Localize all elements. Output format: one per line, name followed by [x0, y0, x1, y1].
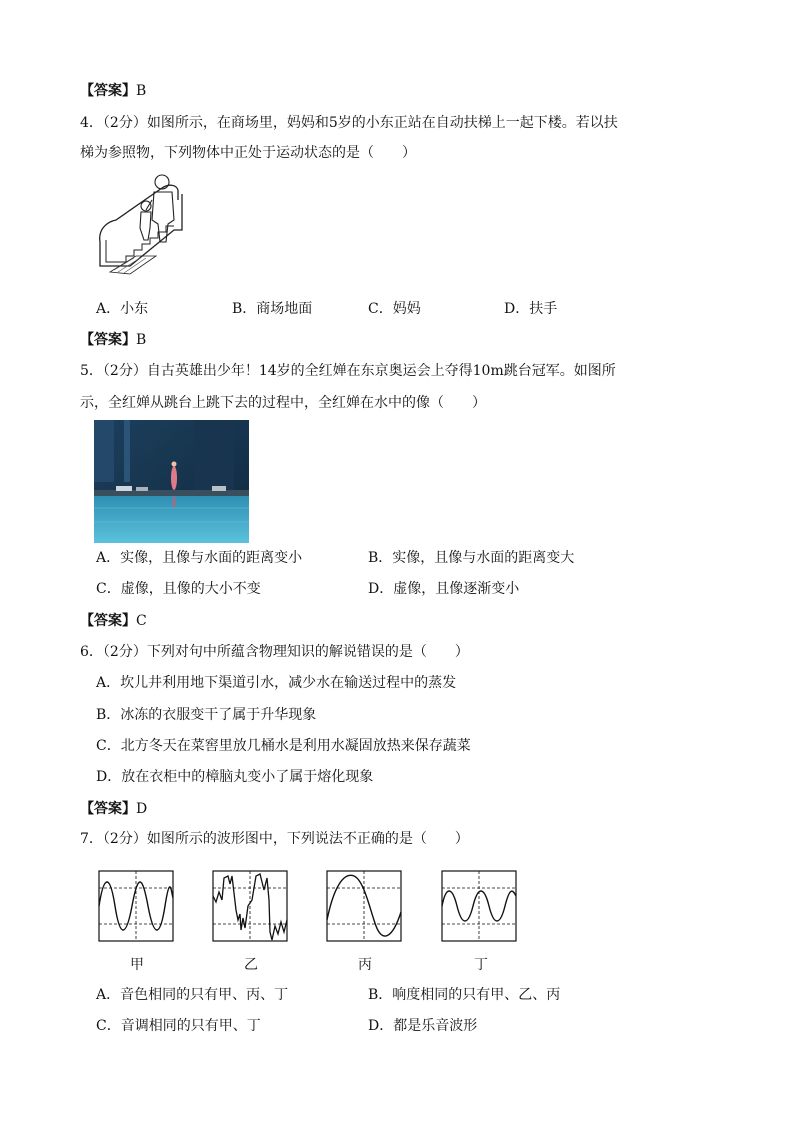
answer-q5: [80, 612, 147, 630]
q4-option-b: B．商场地面: [232, 301, 313, 317]
waveform-ding: [441, 870, 517, 942]
q7-option-a: A．音色相同的只有甲、丙、丁: [96, 987, 289, 1003]
q7-option-b: B．响度相同的只有甲、乙、丙: [368, 987, 561, 1003]
q5-option-c: C．虚像，且像的大小不变: [96, 581, 261, 597]
answer-value: C: [136, 613, 147, 629]
question-5-line-2: 示，全红婵从跳台上跳下去的过程中，全红婵在水中的像（ ）: [80, 395, 486, 411]
answer-q4: [80, 331, 146, 349]
q5-option-b: B．实像，且像与水面的距离变大: [368, 550, 575, 566]
question-6-line-1: 6．（2分）下列对句中所蕴含物理知识的解说错误的是（ ）: [80, 644, 469, 660]
answer-value: B: [136, 83, 147, 99]
question-4-line-1: 4．（2分）如图所示，在商场里，妈妈和5岁的小东正站在自动扶梯上一起下楼。若以扶: [80, 115, 618, 131]
q7-option-d: D．都是乐音波形: [368, 1018, 478, 1034]
answer-key: 【答案】: [80, 83, 136, 99]
answer-key: 【答案】: [80, 613, 136, 629]
waveform-yi: [212, 870, 288, 942]
diving-photo: [94, 420, 249, 543]
q6-option-c: C．北方冬天在菜窖里放几桶水是利用水凝固放热来保存蔬菜: [96, 738, 471, 754]
q4-option-d: D．扶手: [504, 301, 558, 317]
waveform-jia: [98, 870, 174, 942]
waveform-label-bing: 丙: [358, 957, 372, 973]
answer-value: B: [136, 332, 147, 348]
answer-key: 【答案】: [80, 801, 136, 817]
q4-option-c: C．妈妈: [368, 301, 421, 317]
waveform-label-ding: 丁: [474, 957, 488, 973]
answer-q3: [80, 82, 146, 100]
q5-option-d: D．虚像，且像逐渐变小: [368, 581, 520, 597]
q6-option-d: D．放在衣柜中的樟脑丸变小了属于熔化现象: [96, 769, 374, 785]
question-5-line-1: 5．（2分）自古英雄出少年！14岁的全红婵在东京奥运会上夺得10m跳台冠军。如图所: [80, 363, 616, 379]
answer-key: 【答案】: [80, 332, 136, 348]
waveform-label-jia: 甲: [130, 957, 144, 973]
waveform-label-yi: 乙: [244, 957, 258, 973]
question-4-line-2: 梯为参照物，下列物体中正处于运动状态的是（ ）: [80, 145, 416, 161]
q6-option-b: B．冰冻的衣服变干了属于升华现象: [96, 707, 317, 723]
waveform-bing: [326, 870, 402, 942]
q5-option-a: A．实像，且像与水面的距离变小: [96, 550, 303, 566]
question-7-line-1: 7．（2分）如图所示的波形图中，下列说法不正确的是（ ）: [80, 831, 469, 847]
q4-option-a: A．小东: [96, 301, 149, 317]
escalator-figure: [96, 170, 192, 282]
answer-value: D: [136, 801, 148, 817]
q6-option-a: A．坎儿井利用地下渠道引水，减少水在输送过程中的蒸发: [96, 675, 457, 691]
q7-option-c: C．音调相同的只有甲、丁: [96, 1018, 261, 1034]
answer-q6: [80, 800, 147, 818]
